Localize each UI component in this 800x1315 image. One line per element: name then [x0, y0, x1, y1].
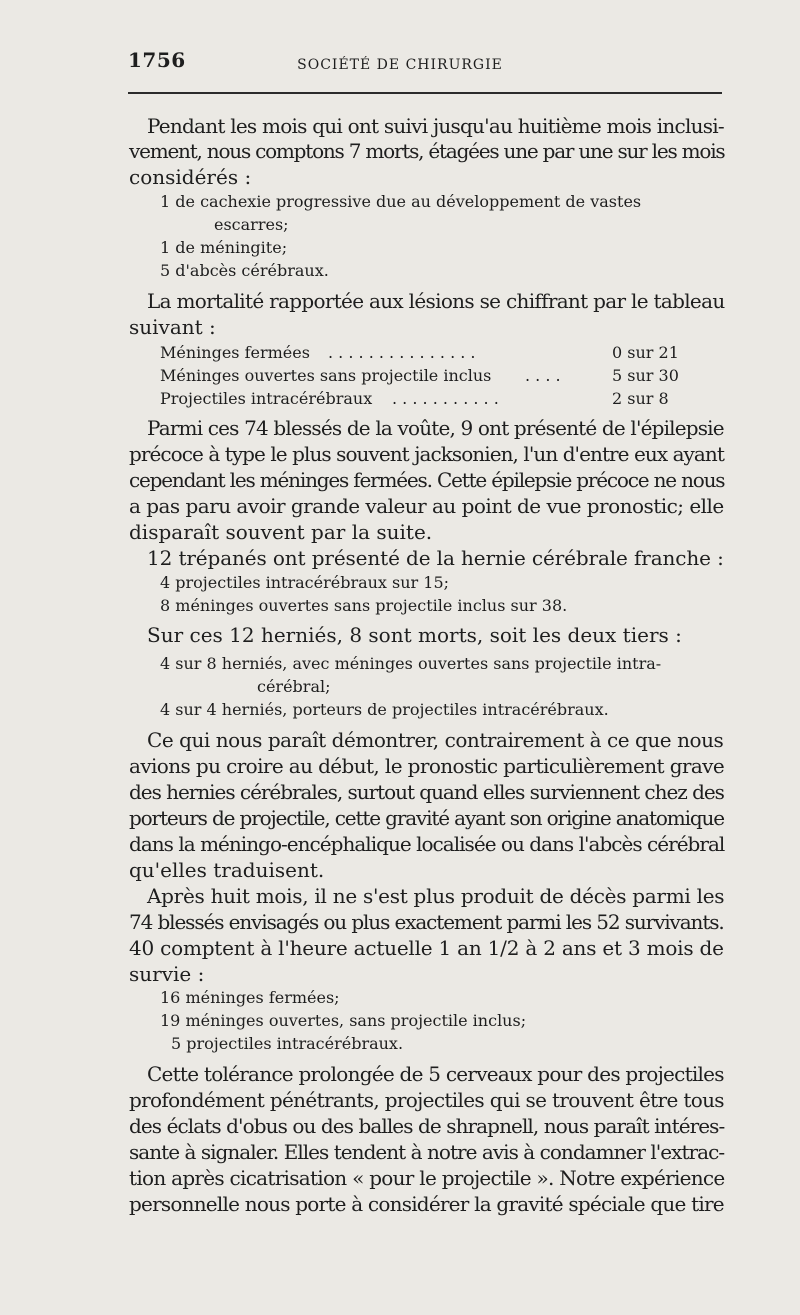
- list-item: 16 méninges fermées;: [160, 988, 340, 1007]
- text-line: considérés :: [129, 165, 252, 189]
- text-line: précoce à type le plus souvent jacksonien, l'un d'entre eux ayant: [129, 442, 724, 466]
- text-line: La mortalité rapportée aux lésions se chiffrant par le tableau: [147, 289, 725, 313]
- table-row-label: Méninges fermées: [160, 343, 310, 362]
- table-row-value: 2 sur 8: [612, 389, 669, 408]
- text-line: tion après cicatrisation « pour le projectile ». Notre expérience: [129, 1166, 725, 1190]
- table-row-label: Méninges ouvertes sans projectile inclus: [160, 366, 492, 385]
- list-item: 4 sur 8 herniés, avec méninges ouvertes sans projectile intra-: [160, 654, 662, 673]
- page-number: 1756: [128, 48, 186, 72]
- text-line: avions pu croire au début, le pronostic particulièrement grave: [129, 754, 725, 778]
- list-item: 5 projectiles intracérébraux.: [171, 1034, 404, 1053]
- text-line: dans la méningo-encéphalique localisée ou dans l'abcès cérébral: [129, 832, 725, 856]
- text-line: suivant :: [129, 315, 216, 339]
- text-line: vement, nous comptons 7 morts, étagées une par une sur les mois: [129, 139, 725, 163]
- text-line: Sur ces 12 herniés, 8 sont morts, soit les deux tiers :: [147, 623, 682, 647]
- list-item: 4 sur 4 herniés, porteurs de projectiles intracérébraux.: [160, 700, 609, 719]
- table-row-value: 5 sur 30: [612, 366, 679, 385]
- text-line: personnelle nous porte à considérer la gravité spéciale que tire: [129, 1192, 724, 1216]
- text-line: des hernies cérébrales, surtout quand elles surviennent chez des: [129, 780, 724, 804]
- list-item: 1 de cachexie progressive due au développement de vastes: [160, 192, 642, 211]
- text-line: profondément pénétrants, projectiles qui se trouvent être tous: [129, 1088, 724, 1112]
- text-line: porteurs de projectile, cette gravité ayant son origine anatomique: [129, 806, 724, 830]
- text-line: 40 comptent à l'heure actuelle 1 an 1/2 à 2 ans et 3 mois de: [129, 936, 724, 960]
- list-item-continuation: escarres;: [214, 215, 289, 234]
- text-line: sante à signaler. Elles tendent à notre avis à condamner l'extrac-: [129, 1140, 725, 1164]
- text-line: des éclats d'obus ou des balles de shrapnell, nous paraît intéres-: [129, 1114, 725, 1138]
- list-item: 8 méninges ouvertes sans projectile inclus sur 38.: [160, 596, 568, 615]
- running-head: SOCIÉTÉ DE CHIRURGIE: [297, 57, 503, 73]
- text-line: Après huit mois, il ne s'est plus produit de décès parmi les: [147, 884, 725, 908]
- table-row-leader: . . . . . . . . . . . . . . .: [328, 343, 476, 362]
- text-line: Ce qui nous paraît démontrer, contrairement à ce que nous: [147, 728, 724, 752]
- table-row-label: Projectiles intracérébraux: [160, 389, 373, 408]
- table-row-leader: . . . . . . . . . . .: [392, 389, 499, 408]
- list-item: 5 d'abcès cérébraux.: [160, 261, 329, 280]
- text-line: 12 trépanés ont présenté de la hernie cérébrale franche :: [147, 546, 724, 570]
- text-line: survie :: [129, 962, 205, 986]
- text-line: Parmi ces 74 blessés de la voûte, 9 ont présenté de l'épilepsie: [147, 416, 724, 440]
- list-item: 19 méninges ouvertes, sans projectile inclus;: [160, 1011, 527, 1030]
- text-line: qu'elles traduisent.: [129, 858, 325, 882]
- text-line: 74 blessés envisagés ou plus exactement parmi les 52 survivants.: [129, 910, 724, 934]
- text-line: a pas paru avoir grande valeur au point de vue pronostic; elle: [129, 494, 724, 518]
- text-line: disparaît souvent par la suite.: [129, 520, 433, 544]
- list-item: 1 de méningite;: [160, 238, 288, 257]
- text-line: Cette tolérance prolongée de 5 cerveaux pour des projectiles: [147, 1062, 724, 1086]
- list-item: 4 projectiles intracérébraux sur 15;: [160, 573, 450, 592]
- table-row-leader: . . . .: [525, 366, 561, 385]
- table-row-value: 0 sur 21: [612, 343, 679, 362]
- list-item-continuation: cérébral;: [257, 677, 331, 696]
- text-line: cependant les méninges fermées. Cette épilepsie précoce ne nous: [129, 468, 725, 492]
- text-line: Pendant les mois qui ont suivi jusqu'au huitième mois inclusi-: [147, 114, 724, 138]
